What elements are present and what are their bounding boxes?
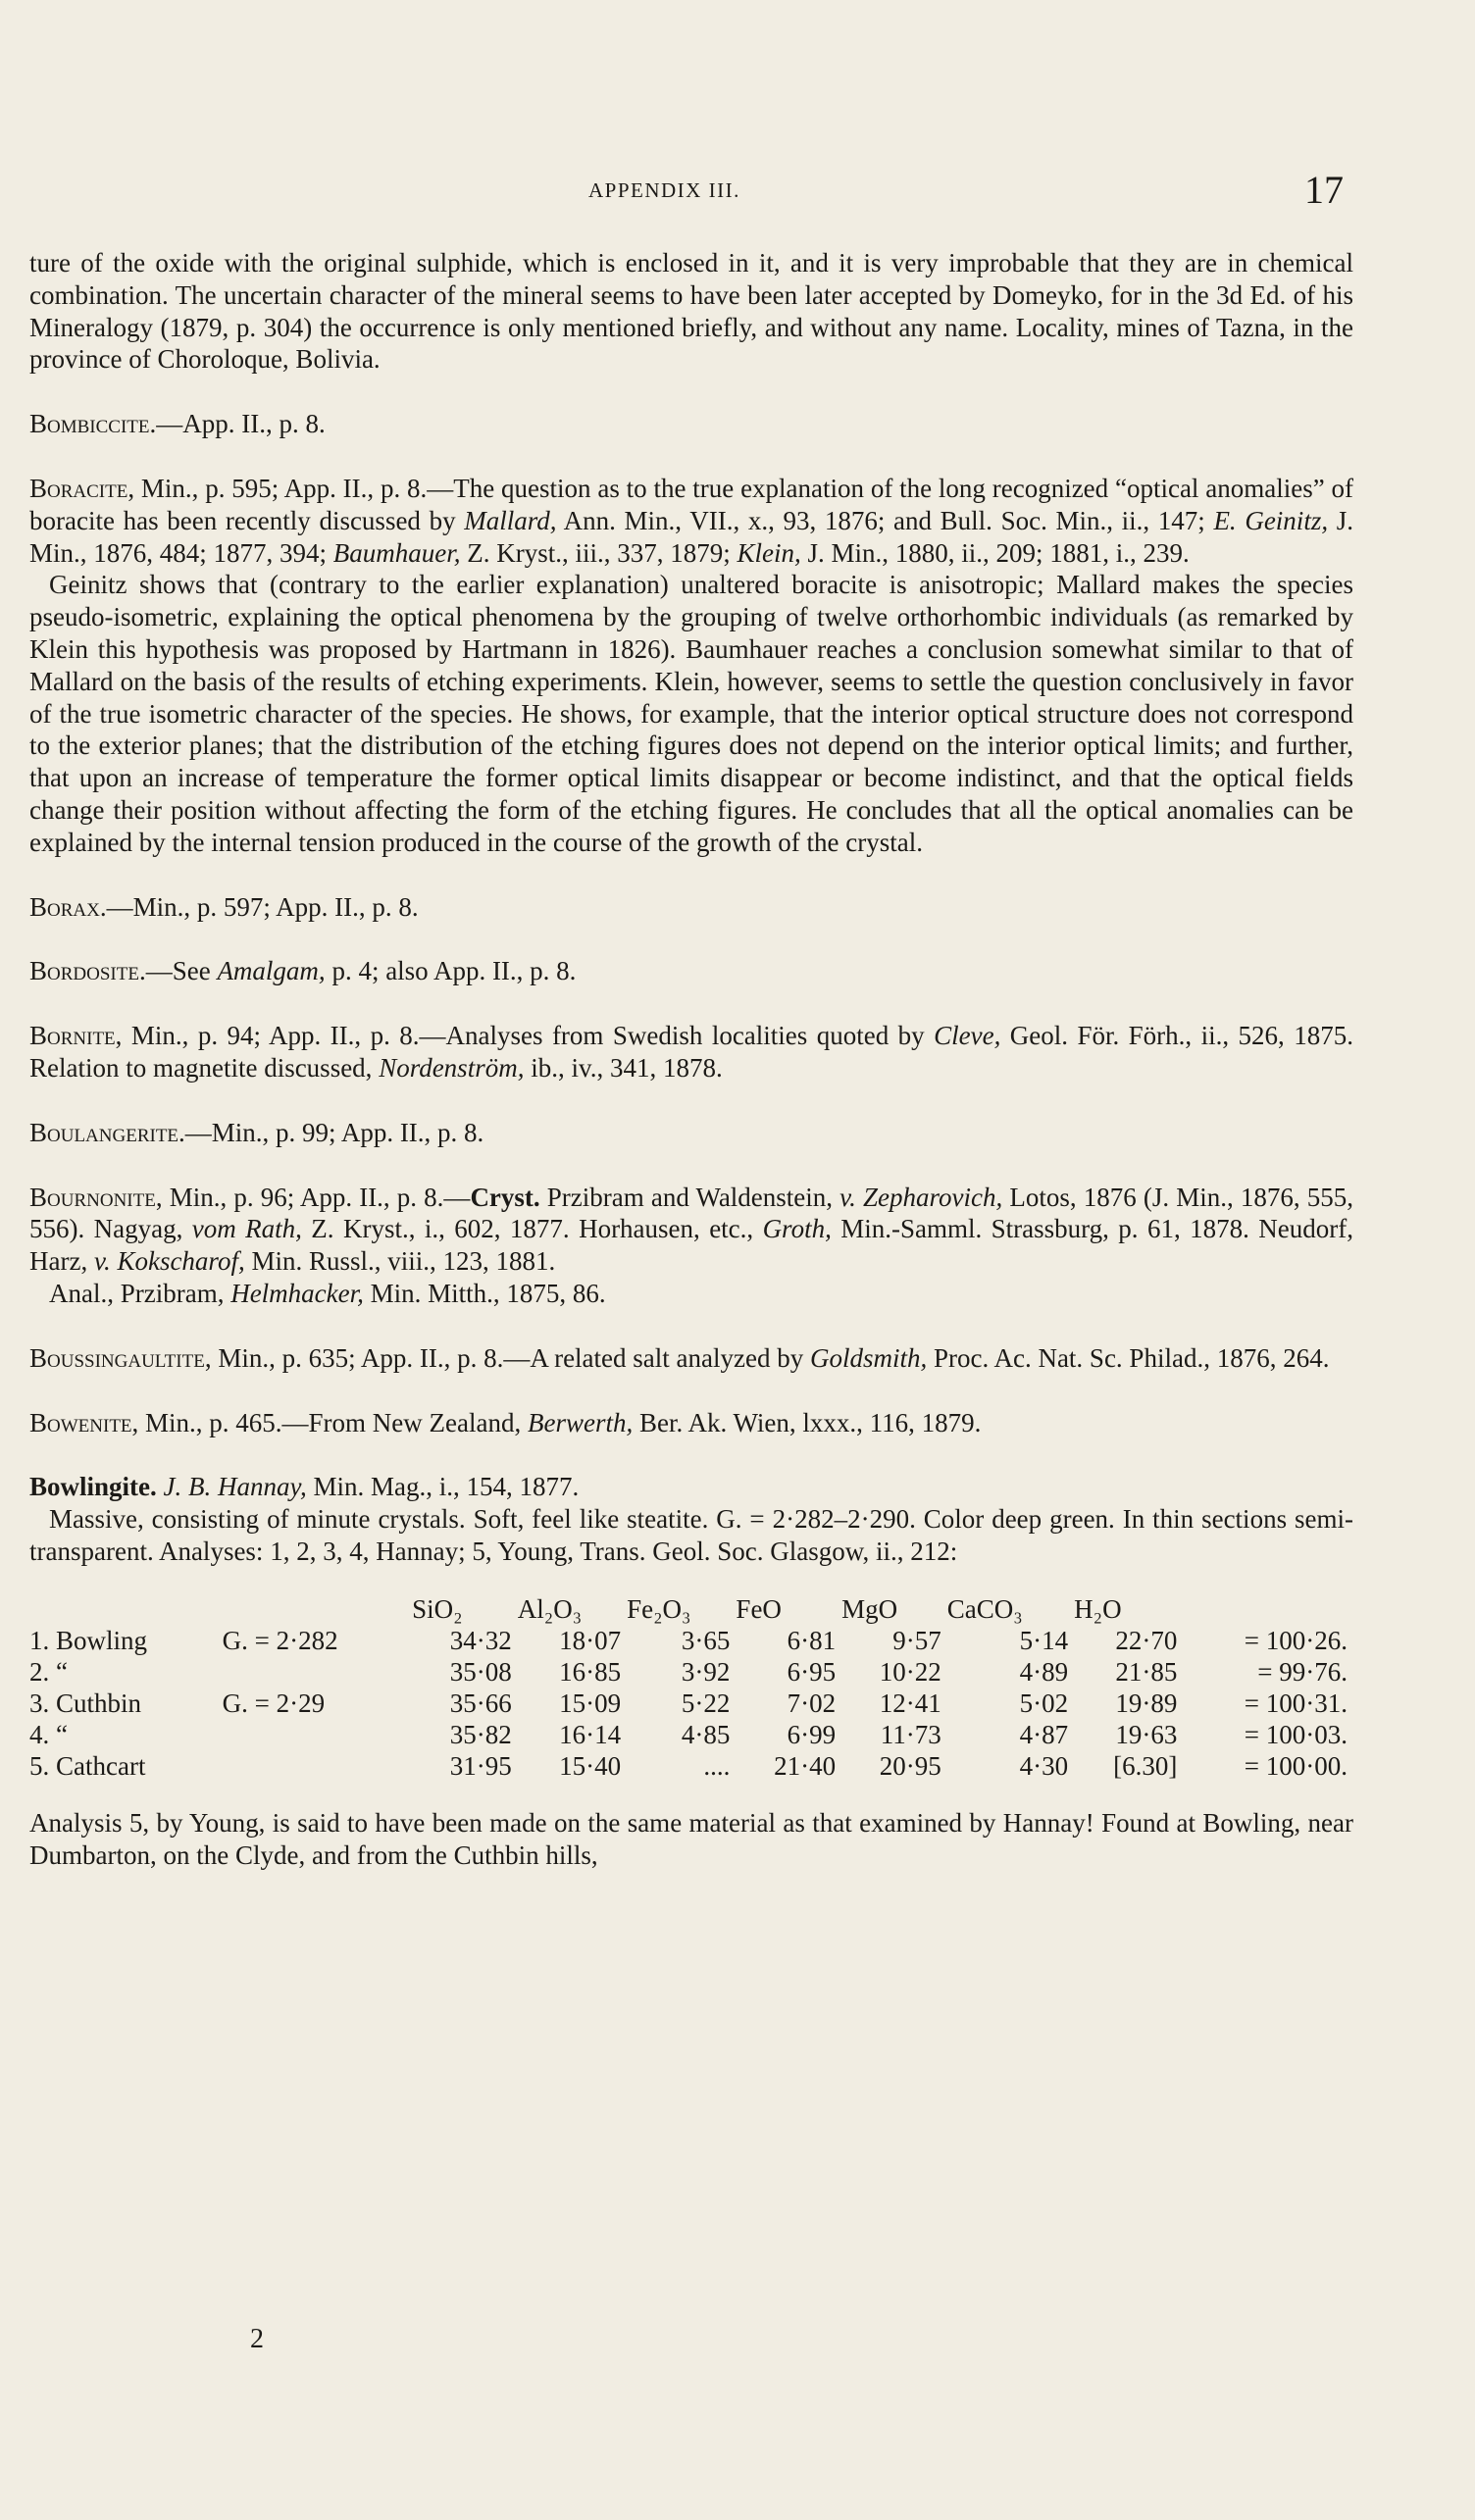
intro-paragraph: ture of the oxide with the original sulphide, which is enclosed in it, and it is very improbable that they are in chemical combination. The uncertain character of the mineral seems to have been later accepted by Domeyko, for in the 3d Ed. of his Mineralogy (1879, p. 304) the occurrence is only mentioned briefly, and without any name. Locality, mines of Tazna, in the province of Choroloque, Bolivia.	[29, 248, 1353, 375]
author-name: vom Rath,	[191, 1214, 302, 1244]
cell-value: 19·63	[1115, 1719, 1178, 1749]
author-name: v. Zepharovich,	[839, 1182, 1003, 1212]
cell-value: 15·09	[559, 1688, 622, 1718]
cell-value: 5·22	[681, 1688, 731, 1718]
column-header: FeO	[736, 1593, 782, 1624]
row-total: = 100·26.	[1244, 1625, 1348, 1655]
mineral-name: Boracite	[29, 473, 128, 503]
cell-value: 5·02	[1019, 1688, 1069, 1718]
entry-text: Min. Mag., i., 154, 1877.	[306, 1472, 580, 1502]
entry-text: Min. Russl., viii., 123, 1881.	[244, 1246, 556, 1277]
entry-bowlingite	[29, 1471, 1353, 1503]
entry-boracite	[29, 473, 1353, 569]
row-total: = 99·76.	[1257, 1656, 1348, 1687]
author-name: Nordenström,	[379, 1052, 525, 1083]
table-row	[29, 1688, 1353, 1719]
column-header: CaCO₃	[946, 1593, 1023, 1624]
column-header: SiO₂	[412, 1593, 463, 1624]
cell-value: 15·40	[559, 1750, 622, 1781]
cell-value: 7·02	[787, 1688, 837, 1718]
entry-text: J. Min., 1880, ii., 209; 1881, i., 239.	[800, 537, 1190, 568]
entry-bournonite	[29, 1182, 1353, 1278]
cell-value: 20·95	[879, 1750, 941, 1781]
entry-text: Min.-Samml. Strassburg, p. 61, 1878. Neudorf, Harz,	[29, 1214, 1353, 1277]
page-number: 17	[1304, 168, 1344, 212]
author-name: Groth,	[762, 1214, 832, 1244]
row-gravity: G. = 2·282	[222, 1625, 338, 1655]
row-label: 4. “	[29, 1719, 68, 1749]
row-total: = 100·00.	[1244, 1750, 1348, 1781]
cell-value: 16·85	[559, 1656, 622, 1687]
mineral-name: Bowenite	[29, 1407, 132, 1437]
mineral-name: Boussingaultite	[29, 1342, 205, 1373]
column-header: MgO	[841, 1593, 898, 1624]
author-name: Goldsmith,	[809, 1342, 928, 1373]
cell-value: 5·14	[1019, 1625, 1069, 1655]
cell-value: 18·07	[559, 1625, 622, 1655]
cell-value: 35·82	[449, 1719, 512, 1749]
entry-text: Anal., Przibram,	[49, 1278, 231, 1308]
author-name: v. Kokscharof,	[93, 1246, 245, 1277]
boracite-discussion: Geinitz shows that (contrary to the earlier explanation) unaltered boracite is anisotropic; Mallard makes the species pseudo-isometric, explaining the optical phenomena by the grouping of twelve orthorhombic individuals (as remarked by Klein this hypothesis was proposed by Hartmann in 1826). Baumhauer reaches a conclusion somewhat similar to that of Mallard on the basis of the results of etching experiments. Klein, however, seems to settle the question conclusively in favor of the true isometric character of the species. He shows, for example, that the interior optical structure does not correspond to the exterior planes; that the distribution of the etching figures does not depend on the interior optical limits; and further, that upon an increase of temperature the former optical limits disappear or become indistinct, and that the optical fields change their position without affecting the form of the etching figures. He concludes that all the optical anomalies can be explained by the internal tension produced in the course of the growth of the crystal.	[29, 570, 1353, 857]
mineral-name: Bombiccite	[29, 409, 150, 439]
entry-text: .—Min., p. 99; App. II., p. 8.	[178, 1117, 484, 1147]
entry-text: Z. Kryst., i., 602, 1877. Horhausen, etc.,	[301, 1214, 763, 1244]
cell-value: 19·89	[1115, 1688, 1178, 1718]
entry-text: .—App. II., p. 8.	[149, 409, 326, 439]
row-label: 3. Cuthbin	[29, 1688, 142, 1718]
entry-text: Przibram and Waldenstein,	[539, 1182, 840, 1212]
cell-value: 22·70	[1115, 1625, 1178, 1655]
cell-value: 10·22	[879, 1656, 941, 1687]
mineral-name: Bournonite	[29, 1182, 156, 1212]
entry-text: , Min., p. 635; App. II., p. 8.—A related salt analyzed by	[204, 1342, 810, 1373]
column-header: Al₂O₃	[517, 1593, 583, 1624]
section-label: Cryst.	[470, 1182, 540, 1212]
entry-text: Proc. Ac. Nat. Sc. Philad., 1876, 264.	[927, 1342, 1330, 1373]
header-spacer	[223, 1593, 412, 1625]
table-row	[29, 1750, 1353, 1782]
entry-bordosite	[29, 955, 1353, 987]
mineral-name: Bordosite	[29, 956, 139, 986]
cell-value: 35·08	[449, 1656, 512, 1687]
table-row	[29, 1719, 1353, 1750]
cell-value: [6.30]	[1113, 1750, 1178, 1781]
row-total: = 100·03.	[1244, 1719, 1348, 1749]
mineral-name: Boulangerite	[29, 1117, 179, 1147]
cell-value: 6·81	[787, 1625, 837, 1655]
row-gravity	[223, 1719, 412, 1750]
entry-text: , Min., p. 96; App. II., p. 8.—	[155, 1182, 471, 1212]
entry-text: Z. Kryst., iii., 337, 1879;	[460, 537, 738, 568]
entry-text: p. 4; also App. II., p. 8.	[325, 956, 577, 986]
table-header-row	[29, 1593, 1353, 1625]
page-body	[29, 247, 1353, 1871]
table-row	[29, 1656, 1353, 1688]
bournonite-analysis	[29, 1278, 1353, 1310]
cell-value: ....	[703, 1750, 731, 1781]
table-row	[29, 1625, 1353, 1656]
mineral-name: Bowlingite.	[29, 1472, 157, 1502]
row-total: = 100·31.	[1244, 1688, 1348, 1718]
author-name: J. B. Hannay,	[163, 1472, 307, 1502]
author-name: Helmhacker,	[230, 1278, 364, 1308]
cell-value: 3·92	[681, 1656, 731, 1687]
row-label: 1. Bowling	[29, 1625, 148, 1655]
cell-value: 21·85	[1115, 1656, 1178, 1687]
author-name: Mallard,	[464, 505, 557, 535]
row-gravity	[223, 1750, 412, 1782]
entry-text: .—Min., p. 597; App. II., p. 8.	[99, 891, 419, 922]
cell-value: 4·89	[1019, 1656, 1069, 1687]
cell-value: 21·40	[774, 1750, 837, 1781]
mineral-name: Borax	[29, 891, 100, 922]
author-name: Berwerth,	[527, 1407, 634, 1437]
entry-text: Ann. Min., VII., x., 93, 1876; and Bull. Soc. Min., ii., 147;	[556, 505, 1214, 535]
entry-text: Lotos, 1876 (J. Min., 1876, 555, 556). Nagyag,	[29, 1182, 1353, 1244]
entry-boulangerite	[29, 1117, 1353, 1149]
cross-reference: Amalgam,	[217, 956, 326, 986]
entry-text: , Min., p. 94; App. II., p. 8.—Analyses from Swedish localities quoted by	[115, 1021, 935, 1051]
cell-value: 34·32	[449, 1625, 512, 1655]
mineral-name: Bornite	[29, 1021, 116, 1051]
row-gravity: G. = 2·29	[222, 1688, 326, 1718]
entry-borax	[29, 891, 1353, 924]
entry-text: .—See	[138, 956, 218, 986]
cell-value: 6·99	[787, 1719, 837, 1749]
cell-value: 4·87	[1019, 1719, 1069, 1749]
cell-value: 12·41	[879, 1688, 941, 1718]
entry-bombiccite	[29, 408, 1353, 440]
cell-value: 9·57	[892, 1625, 941, 1655]
entry-text: ib., iv., 341, 1878.	[524, 1052, 723, 1083]
column-header: H₂O	[1074, 1593, 1122, 1624]
entry-text: Min. Mitth., 1875, 86.	[363, 1278, 606, 1308]
row-label: 5. Cathcart	[29, 1750, 146, 1781]
cell-value: 35·66	[449, 1688, 512, 1718]
entry-bornite	[29, 1020, 1353, 1084]
entry-text: , Min., p. 465.—From New Zealand,	[131, 1407, 528, 1437]
header-spacer	[29, 1593, 223, 1625]
row-gravity	[223, 1656, 412, 1688]
author-name: Klein,	[737, 537, 801, 568]
row-label: 2. “	[29, 1656, 68, 1687]
entry-boussingaultite	[29, 1342, 1353, 1375]
analyses-body	[29, 1625, 1353, 1782]
entry-bowenite	[29, 1407, 1353, 1439]
bowlingite-description: Massive, consisting of minute crystals. Soft, feel like steatite. G. = 2·282–2·290. Color deep green. In thin sections semi-transparent. Analyses: 1, 2, 3, 4, Hannay; 5, Young, Trans. Geol. Soc. Glasgow, ii., 212:	[29, 1504, 1353, 1566]
signature-mark: 2	[250, 2324, 264, 2354]
cell-value: 3·65	[681, 1625, 731, 1655]
analyses-table	[29, 1593, 1353, 1782]
cell-value: 31·95	[449, 1750, 512, 1781]
column-header: Fe₂O₃	[627, 1593, 691, 1624]
bowlingite-remarks: Analysis 5, by Young, is said to have been made on the same material as that examined by Hannay! Found at Bowling, near Dumbarton, on the Clyde, and from the Cuthbin hills,	[29, 1807, 1353, 1870]
entry-text: J. Min., 1876, 484; 1877, 394;	[29, 505, 1353, 568]
cell-value: 6·95	[787, 1656, 837, 1687]
author-name: E. Geinitz,	[1213, 505, 1329, 535]
cell-value: 4·30	[1019, 1750, 1069, 1781]
cell-value: 11·73	[880, 1719, 941, 1749]
running-head	[0, 167, 1475, 216]
entry-text: , Min., p. 595; App. II., p. 8.—The question as to the true explanation of the long recognized “optical anomalies” of boracite has been recently discussed by	[29, 473, 1353, 535]
entry-text: Geol. För. Förh., ii., 526, 1875. Relation to magnetite discussed,	[29, 1021, 1353, 1083]
running-title: APPENDIX III.	[588, 178, 740, 202]
author-name: Baumhauer,	[332, 537, 461, 568]
author-name: Cleve,	[934, 1021, 1001, 1051]
cell-value: 16·14	[559, 1719, 622, 1749]
header-spacer	[1183, 1593, 1353, 1625]
cell-value: 4·85	[681, 1719, 731, 1749]
entry-text: Ber. Ak. Wien, lxxx., 116, 1879.	[633, 1407, 982, 1437]
